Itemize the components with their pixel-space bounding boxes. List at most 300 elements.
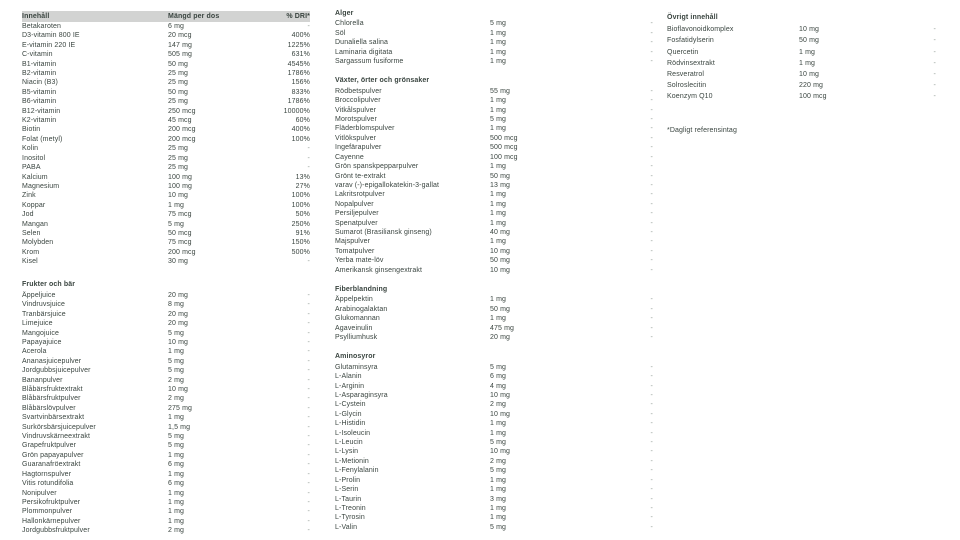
- section-title-fiber: Fiberblandning: [335, 285, 388, 293]
- ingredient-dri-value: -: [307, 145, 310, 153]
- ingredient-dri-value: -: [650, 382, 653, 390]
- ingredient-name: Cayenne: [335, 153, 364, 161]
- ingredient-dri-value: -: [933, 48, 936, 56]
- table-row: [335, 391, 653, 400]
- ingredient-amount: 10 mg: [490, 392, 511, 400]
- ingredient-amount: 5 mg: [490, 467, 507, 475]
- ingredient-amount: 200 mcg: [168, 135, 196, 143]
- ingredient-name: Bioflavonoidkomplex: [667, 26, 734, 34]
- table-row: [22, 201, 310, 210]
- ingredient-name: Mangojuice: [22, 329, 59, 337]
- ingredient-name: Quercetin: [667, 48, 699, 56]
- ingredient-amount: 10 mg: [168, 386, 189, 394]
- ingredient-dri-value: -: [307, 442, 310, 450]
- ingredient-dri-value: -: [650, 153, 653, 161]
- ingredient-name: B5-vitamin: [22, 88, 57, 96]
- ingredient-amount: 50 mg: [799, 37, 820, 45]
- ingredient-amount: 50 mg: [490, 305, 511, 313]
- ingredient-name: L-Metionin: [335, 457, 369, 465]
- ingredient-name: L-Valin: [335, 523, 358, 531]
- ingredient-amount: 1 mg: [490, 429, 507, 437]
- ingredient-dri-value: -: [650, 448, 653, 456]
- table-row: [335, 219, 653, 228]
- ingredient-dri-value: 250%: [291, 220, 310, 228]
- table-row: [22, 376, 310, 385]
- ingredient-name: Nonipulver: [22, 489, 57, 497]
- ingredient-name: Rödvinsextrakt: [667, 59, 715, 67]
- ingredient-dri-value: 1786%: [287, 98, 310, 106]
- section-title-amino: Aminosyror: [335, 353, 376, 361]
- table-row: [22, 248, 310, 257]
- ingredient-dri-value: -: [650, 257, 653, 265]
- ingredient-dri-value: 4545%: [287, 60, 310, 68]
- table-row: [667, 58, 936, 69]
- table-row: [335, 295, 653, 304]
- ingredient-dri-value: 631%: [291, 51, 310, 59]
- table-row: [22, 173, 310, 182]
- ingredient-amount: 20 mcg: [168, 32, 192, 40]
- table-row: [667, 69, 936, 80]
- ingredient-amount: 147 mg: [168, 41, 193, 49]
- ingredient-dri-value: -: [650, 266, 653, 274]
- ingredient-dri-value: 150%: [291, 239, 310, 247]
- ingredient-name: L-Arginin: [335, 382, 365, 390]
- ingredient-amount: 1 mg: [490, 296, 507, 304]
- ingredient-dri-value: -: [650, 228, 653, 236]
- table-row: [335, 266, 653, 275]
- ingredient-dri-value: -: [650, 296, 653, 304]
- ingredient-name: Äppeljuice: [22, 291, 56, 299]
- table-row: [335, 429, 653, 438]
- ingredient-dri-value: -: [650, 134, 653, 142]
- ingredient-amount: 1 mg: [490, 219, 507, 227]
- table-row: [335, 400, 653, 409]
- ingredient-name: Vitkålspulver: [335, 106, 377, 114]
- ingredient-dri-value: -: [307, 376, 310, 384]
- ingredient-dri-value: -: [650, 144, 653, 152]
- ingredient-dri-value: -: [307, 357, 310, 365]
- ingredient-amount: 1 mg: [490, 420, 507, 428]
- ingredient-amount: 475 mg: [490, 324, 515, 332]
- ingredient-dri-value: -: [650, 439, 653, 447]
- ingredient-dri-value: -: [307, 386, 310, 394]
- ingredient-amount: 1 mg: [490, 200, 507, 208]
- table-row: [667, 91, 936, 102]
- ingredient-dri-value: -: [650, 373, 653, 381]
- ingredient-amount: 6 mg: [168, 23, 185, 30]
- ingredient-amount: 1 mg: [490, 486, 507, 494]
- ingredient-name: Solroslecitin: [667, 82, 707, 90]
- ingredient-dri-value: -: [650, 420, 653, 428]
- ingredient-name: Arabinogalaktan: [335, 305, 388, 313]
- column-vitamins-minerals: [22, 11, 310, 536]
- ingredient-name: L-Fenylalanin: [335, 467, 379, 475]
- ingredient-name: L-Taurin: [335, 495, 362, 503]
- ingredient-dri-value: -: [307, 320, 310, 328]
- ingredient-dri-value: -: [650, 48, 653, 56]
- table-row: [22, 413, 310, 422]
- table-row: [335, 153, 653, 162]
- ingredient-dri-value: 833%: [291, 88, 310, 96]
- table-row: [22, 319, 310, 328]
- table-row: [335, 190, 653, 199]
- table-row: [22, 338, 310, 347]
- ingredient-amount: 10 mg: [490, 247, 511, 255]
- algae-table: [335, 19, 653, 66]
- ingredient-name: E-vitamin 220 IE: [22, 41, 76, 49]
- ingredient-name: Morotspulver: [335, 116, 377, 124]
- ingredient-dri-value: -: [650, 392, 653, 400]
- ingredient-dri-value: -: [650, 58, 653, 66]
- ingredient-dri-value: -: [307, 461, 310, 469]
- table-row: [22, 88, 310, 97]
- ingredient-dri-value: 50%: [295, 211, 310, 219]
- ingredient-amount: 5 mg: [168, 433, 185, 441]
- ingredient-name: L-Tyrosin: [335, 514, 365, 522]
- ingredient-name: Plommonpulver: [22, 508, 73, 516]
- table-row: [22, 357, 310, 366]
- ingredient-dri-value: 1225%: [287, 41, 310, 49]
- ingredient-amount: 25 mg: [168, 98, 189, 106]
- table-row: [335, 419, 653, 428]
- ingredient-name: Selen: [22, 229, 41, 237]
- ingredient-name: Mangan: [22, 220, 49, 228]
- table-row: [335, 228, 653, 237]
- ingredient-name: L-Alanin: [335, 373, 362, 381]
- table-row: [335, 200, 653, 209]
- ingredient-amount: 40 mg: [490, 228, 511, 236]
- table-row: [22, 135, 310, 144]
- table-row: [22, 182, 310, 191]
- table-row: [335, 48, 653, 57]
- ingredient-amount: 250 mcg: [168, 107, 196, 115]
- table-row: [22, 257, 310, 266]
- table-row: [22, 498, 310, 507]
- ingredient-dri-value: -: [650, 401, 653, 409]
- ingredient-name: Jordgubbsjuicepulver: [22, 367, 91, 375]
- ingredient-name: Glutaminsyra: [335, 363, 378, 371]
- table-header-row: [22, 11, 310, 22]
- table-row: [335, 143, 653, 152]
- ingredient-amount: 200 mcg: [168, 248, 196, 256]
- ingredient-dri-value: 1786%: [287, 70, 310, 78]
- fiber-blend-table: [335, 295, 653, 342]
- ingredient-amount: 50 mg: [490, 172, 511, 180]
- ingredient-dri-value: -: [307, 339, 310, 346]
- ingredient-amount: 20 mg: [490, 334, 511, 341]
- table-row: [22, 432, 310, 441]
- table-row: [335, 504, 653, 513]
- ingredient-dri-value: -: [650, 39, 653, 47]
- ingredient-name: Agaveinulin: [335, 324, 373, 332]
- ingredient-dri-value: -: [307, 395, 310, 403]
- table-row: [335, 447, 653, 456]
- ingredient-name: Molybden: [22, 239, 54, 247]
- ingredient-name: Zink: [22, 192, 36, 200]
- ingredient-name: Lakritsrotpulver: [335, 191, 385, 199]
- ingredient-amount: 1 mg: [490, 39, 507, 47]
- ingredient-dri-value: -: [650, 410, 653, 418]
- ingredient-dri-value: -: [650, 363, 653, 371]
- ingredient-dri-value: -: [650, 514, 653, 522]
- ingredient-name: Koenzym Q10: [667, 93, 713, 101]
- ingredient-name: Vindruvsjuice: [22, 301, 66, 309]
- ingredient-amount: 1 mg: [490, 315, 507, 323]
- table-row: [335, 96, 653, 105]
- ingredient-amount: 1 mg: [490, 58, 507, 66]
- ingredient-dri-value: -: [650, 20, 653, 28]
- table-row: [22, 238, 310, 247]
- ingredient-amount: 20 mg: [168, 310, 189, 318]
- ingredient-amount: 1 mg: [168, 517, 185, 525]
- ingredient-dri-value: -: [307, 164, 310, 172]
- ingredient-amount: 5 mg: [168, 367, 185, 375]
- table-row: [22, 394, 310, 403]
- ingredient-name: Persikofruktpulver: [22, 498, 81, 506]
- table-row: [22, 479, 310, 488]
- ingredient-amount: 6 mg: [490, 373, 507, 381]
- table-row: [335, 382, 653, 391]
- ingredient-name: Resveratrol: [667, 71, 705, 79]
- ingredient-amount: 1 mg: [168, 348, 185, 356]
- ingredient-dri-value: -: [650, 106, 653, 114]
- ingredient-name: L-Histidin: [335, 420, 366, 428]
- ingredient-dri-value: 400%: [291, 126, 310, 134]
- ingredient-dri-value: -: [307, 154, 310, 162]
- ingredient-name: L-Treonin: [335, 504, 366, 512]
- table-row: [22, 78, 310, 87]
- ingredient-dri-value: -: [650, 116, 653, 124]
- ingredient-name: L-Asparaginsyra: [335, 392, 388, 400]
- ingredient-name: Papayajuice: [22, 339, 62, 346]
- ingredient-amount: 50 mg: [168, 60, 189, 68]
- ingredient-name: Hallonkärnepulver: [22, 517, 81, 525]
- ingredient-name: L-Lysin: [335, 448, 359, 456]
- ingredient-dri-value: -: [933, 37, 936, 45]
- ingredient-dri-value: -: [650, 457, 653, 465]
- ingredient-name: B6-vitamin: [22, 98, 57, 106]
- ingredient-name: Laminaria digitata: [335, 48, 393, 56]
- ingredient-dri-value: -: [307, 480, 310, 488]
- ingredient-amount: 1 mg: [490, 514, 507, 522]
- ingredient-name: Betakaroten: [22, 23, 62, 30]
- ingredient-name: varav (-)-epigallokatekin-3-gallat: [335, 181, 440, 189]
- ingredient-dri-value: 13%: [295, 173, 310, 181]
- ingredient-amount: 220 mg: [799, 82, 824, 90]
- ingredient-dri-value: -: [650, 324, 653, 332]
- ingredient-name: Ananasjuicepulver: [22, 357, 82, 365]
- ingredient-amount: 75 mcg: [168, 239, 192, 247]
- ingredient-name: Tomatpulver: [335, 247, 375, 255]
- table-row: [22, 366, 310, 375]
- ingredient-name: Psylliumhusk: [335, 334, 378, 341]
- table-row: [22, 441, 310, 450]
- table-row: [667, 80, 936, 91]
- ingredient-dri-value: 91%: [295, 229, 310, 237]
- ingredient-name: Yerba mate-löv: [335, 257, 384, 265]
- ingredient-amount: 6 mg: [168, 480, 185, 488]
- ingredient-amount: 10 mg: [490, 266, 511, 274]
- ingredient-amount: 5 mg: [168, 220, 185, 228]
- ingredient-amount: 100 mcg: [799, 93, 827, 101]
- ingredient-dri-value: -: [307, 258, 310, 266]
- table-row: [22, 385, 310, 394]
- ingredient-name: C-vitamin: [22, 51, 53, 59]
- ingredient-amount: 1 mg: [490, 504, 507, 512]
- ingredient-dri-value: -: [307, 404, 310, 412]
- ingredient-name: Biotin: [22, 126, 41, 134]
- ingredient-amount: 1 mg: [799, 59, 816, 67]
- table-row: [335, 438, 653, 447]
- ingredient-name: Amerikansk ginsengextrakt: [335, 266, 423, 274]
- table-row: [22, 460, 310, 469]
- other-contents-table: [667, 24, 936, 102]
- table-row: [22, 347, 310, 356]
- table-row: [335, 134, 653, 143]
- table-row: [335, 124, 653, 133]
- table-row: [335, 247, 653, 256]
- ingredient-dri-value: -: [650, 476, 653, 484]
- ingredient-amount: 1 mg: [490, 106, 507, 114]
- ingredient-amount: 1 mg: [168, 414, 185, 422]
- ingredient-name: Ingefärapulver: [335, 144, 382, 152]
- ingredient-amount: 50 mg: [490, 257, 511, 265]
- ingredient-dri-value: 100%: [291, 192, 310, 200]
- table-row: [335, 162, 653, 171]
- table-row: [335, 363, 653, 372]
- table-row: [22, 451, 310, 460]
- table-row: [335, 324, 653, 333]
- table-row: [22, 50, 310, 59]
- ingredient-dri-value: -: [650, 172, 653, 180]
- ingredient-name: Grönt te-extrakt: [335, 172, 386, 180]
- table-row: [335, 19, 653, 28]
- section-title-alger: Alger: [335, 10, 354, 17]
- ingredient-dri-value: -: [933, 26, 936, 34]
- table-row: [335, 106, 653, 115]
- ingredient-name: Guaranafröextrakt: [22, 461, 81, 469]
- ingredient-amount: 10 mg: [168, 339, 189, 346]
- ingredient-name: Blåbärslövpulver: [22, 404, 76, 412]
- ingredient-dri-value: -: [307, 348, 310, 356]
- ingredient-amount: 1 mg: [490, 191, 507, 199]
- ingredient-amount: 50 mcg: [168, 229, 192, 237]
- table-row: [22, 97, 310, 106]
- table-row: [22, 507, 310, 516]
- ingredient-dri-value: -: [650, 29, 653, 37]
- ingredient-name: Grapefruktpulver: [22, 442, 77, 450]
- ingredient-amount: 1 mg: [168, 451, 185, 459]
- ingredient-name: Tranbärsjuice: [22, 310, 66, 318]
- table-row: [335, 333, 653, 342]
- ingredient-amount: 1,5 mg: [168, 423, 191, 431]
- ingredient-name: Glukomannan: [335, 315, 380, 323]
- ingredient-amount: 1 mg: [490, 476, 507, 484]
- ingredient-dri-value: -: [307, 301, 310, 309]
- ingredient-dri-value: -: [650, 305, 653, 313]
- ingredient-name: Kisel: [22, 258, 38, 266]
- ingredient-name: Jordgubbsfruktpulver: [22, 527, 90, 535]
- ingredient-dri-value: 156%: [291, 79, 310, 87]
- ingredient-dri-value: -: [307, 423, 310, 431]
- ingredient-dri-value: -: [650, 495, 653, 503]
- ingredient-name: Blåbärsfruktpulver: [22, 395, 81, 403]
- ingredient-amount: 5 mg: [490, 20, 507, 28]
- section-title-frukter: Frukter och bär: [22, 280, 76, 288]
- ingredient-amount: 1 mg: [490, 125, 507, 133]
- ingredient-amount: 275 mg: [168, 404, 193, 412]
- ingredient-amount: 505 mg: [168, 51, 193, 59]
- section-title-ovrigt: Övrigt innehåll: [667, 14, 718, 21]
- ingredient-name: Folat (metyl): [22, 135, 63, 143]
- ingredient-dri-value: -: [650, 467, 653, 475]
- ingredient-dri-value: -: [650, 504, 653, 512]
- ingredient-amount: 2 mg: [490, 401, 507, 409]
- ingredient-amount: 2 mg: [168, 395, 185, 403]
- ingredient-amount: 25 mg: [168, 154, 189, 162]
- ingredient-name: D3-vitamin 800 IE: [22, 32, 80, 40]
- table-row: [22, 404, 310, 413]
- ingredient-amount: 25 mg: [168, 164, 189, 172]
- ingredient-name: Chlorella: [335, 20, 364, 28]
- ingredient-name: L-Glycin: [335, 410, 362, 418]
- table-row: [335, 256, 653, 265]
- ingredient-name: Kolin: [22, 145, 39, 153]
- table-row: [335, 305, 653, 314]
- ingredient-name: Vitlökspulver: [335, 134, 377, 142]
- table-row: [22, 229, 310, 238]
- table-row: [335, 115, 653, 124]
- table-row: [22, 300, 310, 309]
- ingredient-name: Limejuice: [22, 320, 53, 328]
- ingredient-dri-value: -: [307, 517, 310, 525]
- ingredient-name: Äppelpektin: [335, 296, 373, 304]
- ingredient-name: Surkörsbärsjuicepulver: [22, 423, 96, 431]
- ingredient-name: Bananpulver: [22, 376, 63, 384]
- table-row: [22, 22, 310, 31]
- ingredient-dri-value: -: [650, 238, 653, 246]
- ingredient-dri-value: -: [650, 163, 653, 171]
- ingredient-amount: 3 mg: [490, 495, 507, 503]
- ingredient-name: L-Leucin: [335, 439, 363, 447]
- ingredient-dri-value: -: [650, 97, 653, 105]
- ingredient-amount: 5 mg: [490, 523, 507, 531]
- table-row: [22, 107, 310, 116]
- ingredient-amount: 1 mg: [490, 210, 507, 218]
- table-row: [335, 29, 653, 38]
- ingredient-amount: 20 mg: [168, 320, 189, 328]
- ingredient-amount: 25 mg: [168, 145, 189, 153]
- ingredient-dri-value: 400%: [291, 32, 310, 40]
- ingredient-name: Kalcium: [22, 173, 48, 181]
- ingredient-amount: 5 mg: [490, 116, 507, 124]
- ingredient-name: Grön spanskpepparpulver: [335, 163, 419, 171]
- ingredient-name: Grön papayapulver: [22, 451, 84, 459]
- ingredient-dri-value: -: [307, 470, 310, 478]
- ingredient-amount: 25 mg: [168, 70, 189, 78]
- ingredient-name: B12-vitamin: [22, 107, 61, 115]
- ingredient-dri-value: -: [650, 486, 653, 494]
- plants-herbs-vegetables-table: [335, 87, 653, 275]
- ingredient-name: Broccolipulver: [335, 97, 381, 105]
- ingredient-amount: 100 mg: [168, 182, 193, 190]
- ingredient-name: Hagtornspulver: [22, 470, 72, 478]
- ingredient-dri-value: -: [650, 334, 653, 341]
- ingredient-amount: 1 mg: [490, 238, 507, 246]
- ingredient-dri-value: -: [650, 191, 653, 199]
- ingredient-amount: 50 mg: [168, 88, 189, 96]
- ingredient-amount: 55 mg: [490, 87, 511, 95]
